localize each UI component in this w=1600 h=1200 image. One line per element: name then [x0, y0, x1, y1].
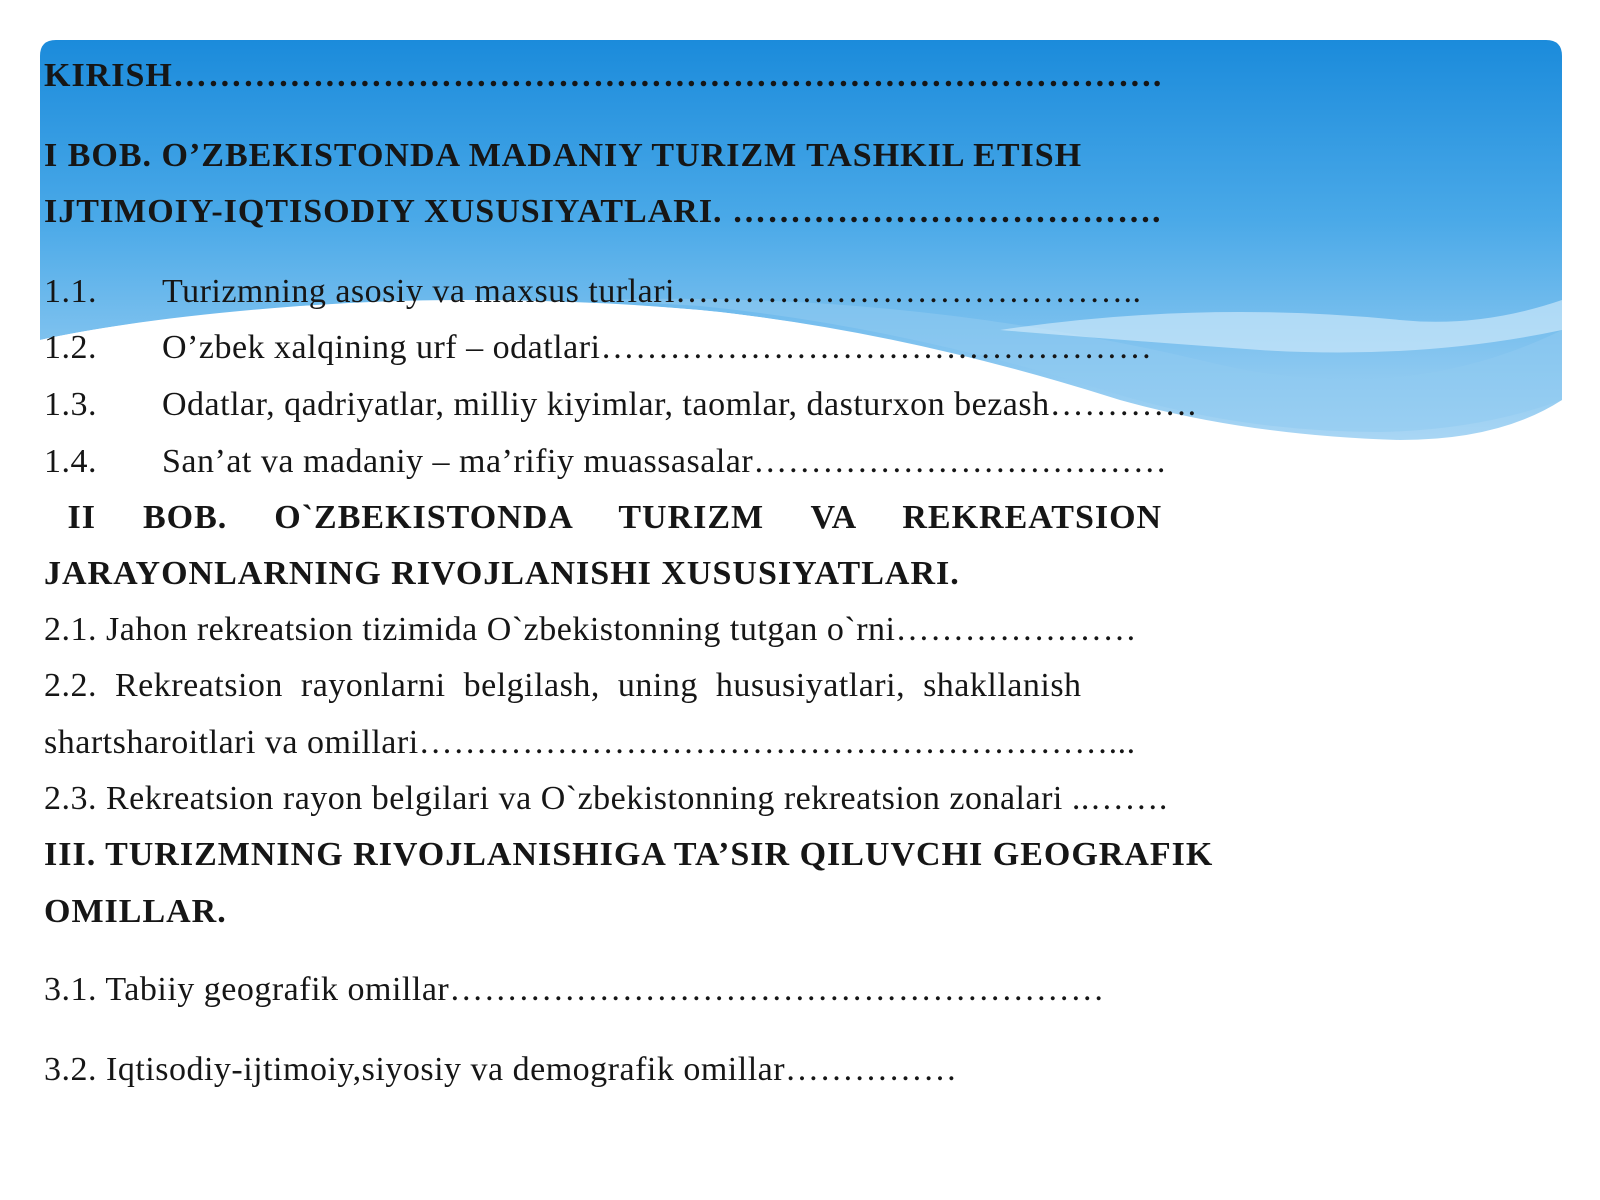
toc-item-2-3: 2.3. Rekreatsion rayon belgilari va O`zbekistonning rekreatsion zonalari ..…….	[44, 780, 1168, 817]
item-number: 1.1.	[44, 273, 97, 310]
chapter-1-title-line-2: IJTIMOIY-IQTISODIY XUSUSIYATLARI. ……………………………….	[44, 193, 1162, 230]
chapter-2-title-line-1: II BOB. O`ZBEKISTONDA TURIZM VA REKREATSION	[44, 499, 1163, 536]
toc-item-1-4	[44, 442, 1167, 482]
item-text: Turizmning asosiy va maxsus turlari…………………………………..	[162, 273, 1142, 310]
chapter-1-title-line-1: I BOB. O’ZBEKISTONDA MADANIY TURIZM TASHKIL ETISH	[44, 137, 1083, 174]
toc-item-1-2	[44, 328, 1152, 368]
chapter-3-title-line-2: OMILLAR.	[44, 893, 227, 930]
item-text: O’zbek xalqining urf – odatlari…………………………………………	[162, 329, 1153, 366]
toc-item-2-2-line-1: 2.2. Rekreatsion rayonlarni belgilash, uning hususiyatlari, shakllanish	[44, 667, 1082, 704]
toc-item-1-3	[44, 385, 1197, 425]
chapter-3-title-line-1: III. TURIZMNING RIVOJLANISHIGA TA’SIR QILUVCHI GEOGRAFIK	[44, 836, 1214, 873]
toc-item-2-1: 2.1. Jahon rekreatsion tizimida O`zbekistonning tutgan o`rni…………………	[44, 611, 1137, 648]
chapter-2-title-line-2: JARAYONLARNING RIVOJLANISHI XUSUSIYATLARI.	[44, 555, 960, 592]
item-number: 1.4.	[44, 443, 97, 480]
toc-item-3-2: 3.2. Iqtisodiy-ijtimoiy,siyosiy va demografik omillar……………	[44, 1051, 958, 1088]
item-number: 1.2.	[44, 329, 97, 366]
toc-item-3-1: 3.1. Tabiiy geografik omillar…………………………………………………	[44, 971, 1105, 1008]
toc-item-1-1	[44, 272, 1142, 312]
item-text: San’at va madaniy – ma’rifiy muassasalar………………………………	[162, 443, 1168, 480]
toc-item-2-2-line-2: shartsharoitlari va omillari……………………………………………………...	[44, 724, 1136, 761]
toc-kirish: KIRISH………………………………………………………………………….	[44, 57, 1163, 94]
item-text: Odatlar, qadriyatlar, milliy kiyimlar, taomlar, dasturxon bezash………….	[162, 386, 1197, 423]
item-number: 1.3.	[44, 386, 97, 423]
